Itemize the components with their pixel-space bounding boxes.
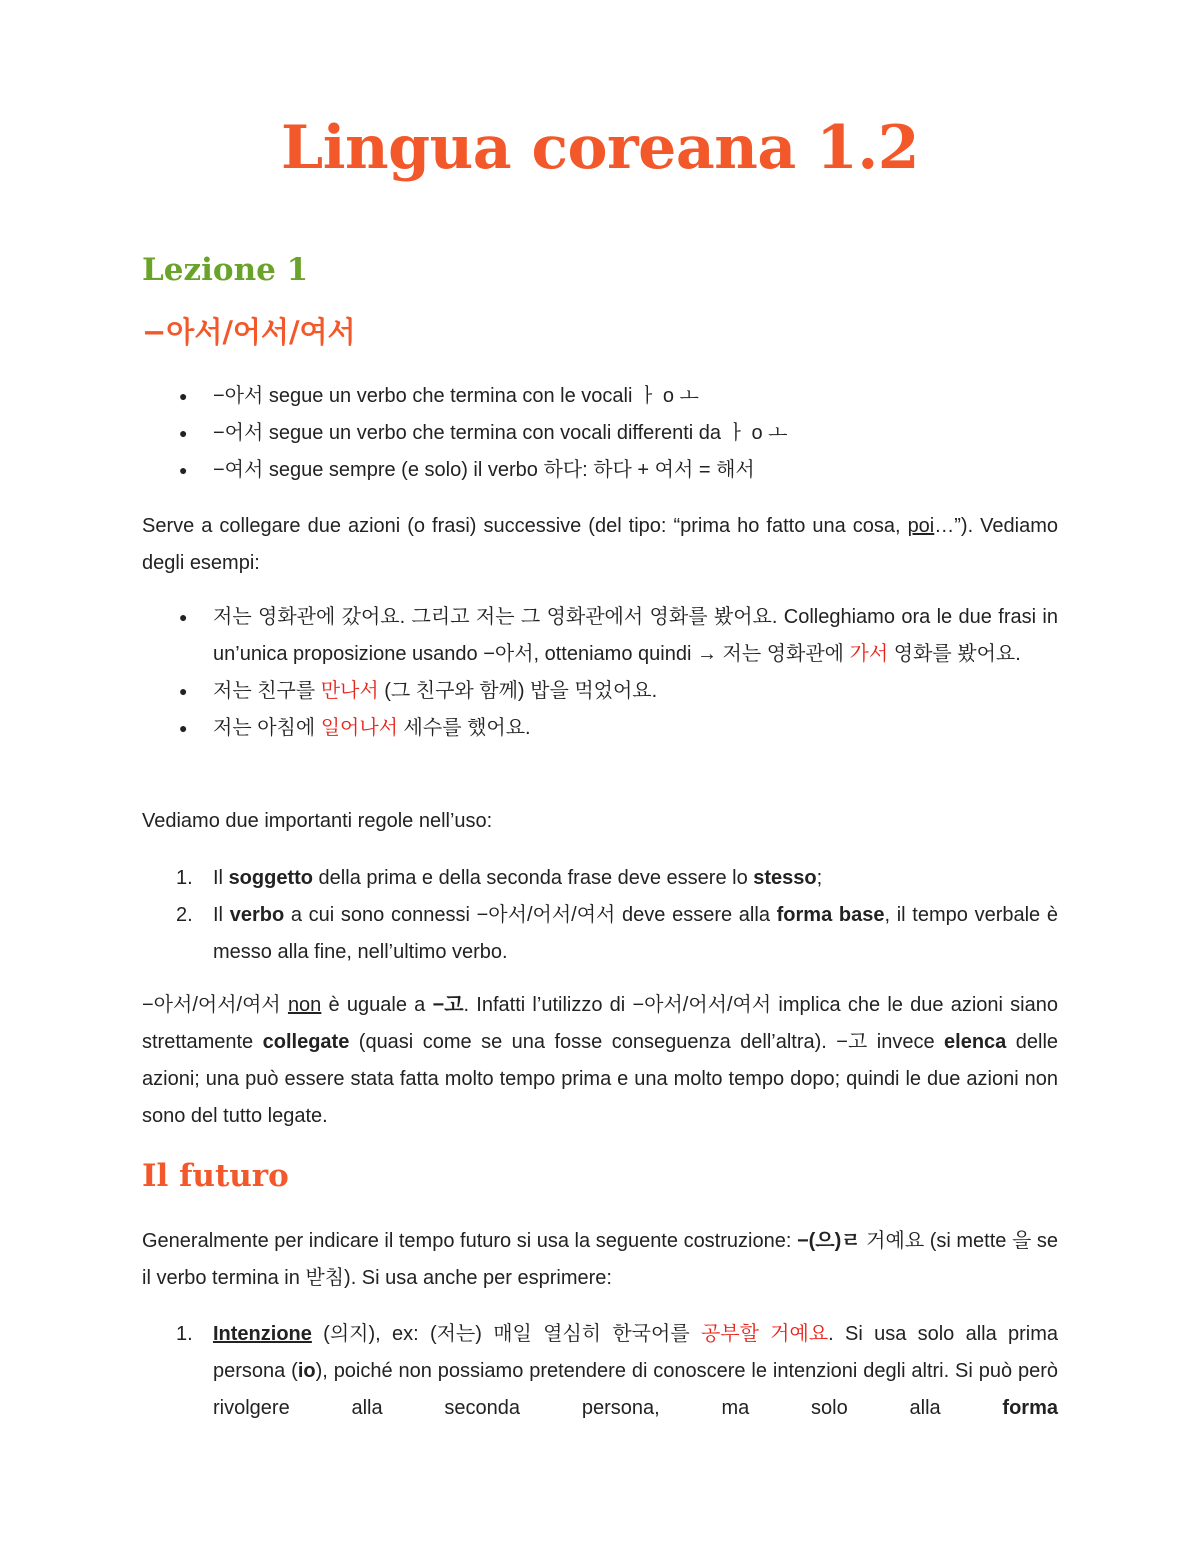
example-text: 저는 친구를: [213, 680, 321, 702]
compare-text: delle azioni; una può essere stata fatta molto tempo prima e una molto tempo dopo; quindi le due azioni non sono del tutto legate.: [142, 1031, 1059, 1127]
rule-text: ;: [816, 867, 823, 889]
grammar-subheading-block: [142, 312, 1058, 352]
rule-text: Il: [213, 904, 230, 926]
rule-prefix: −아서: [213, 385, 264, 407]
future-intro-text: Generalmente per indicare il tempo futuro si usa la seguente costruzione:: [142, 1230, 797, 1252]
intro-paragraph: [142, 508, 1058, 582]
rule-prefix: −어서: [213, 422, 264, 444]
rule-bold: stesso: [753, 867, 817, 889]
rule-text: , il tempo verbale è messo alla fine, nell’ultimo verbo.: [213, 904, 1058, 963]
rules-intro: Vediamo due importanti regole nell’uso:: [142, 810, 493, 832]
page-title: Lingua coreana 1.2: [281, 113, 919, 183]
intro-underlined: poi: [907, 515, 935, 537]
examples-list-block: [142, 599, 1058, 747]
example-text: 저는 아침에: [213, 717, 321, 739]
rule-text: Il: [213, 867, 229, 889]
list-item: [142, 452, 1058, 489]
intro-text-end: …”). Vediamo degli esempi:: [142, 515, 1058, 574]
example-highlight: 가서: [849, 643, 889, 665]
list-number: 2.: [176, 904, 193, 926]
example-highlight: 일어나서: [320, 717, 398, 739]
rule-text: a cui sono connessi −아서/어서/여서 deve essere alla: [284, 904, 777, 926]
rules-intro-block: [142, 803, 1058, 840]
future-item-bold: io: [297, 1360, 316, 1382]
rule-bold: soggetto: [228, 867, 313, 889]
future-intro-block: [142, 1223, 1058, 1297]
future-intro-text: 거예요 (si mette 을 se il verbo termina in 받침). Si usa anche per esprimere:: [142, 1230, 1058, 1289]
future-list: [142, 1316, 1058, 1427]
list-item: [142, 860, 1058, 897]
list-item: [142, 378, 1058, 415]
numbered-rules: [142, 860, 1058, 971]
rules-list-block: [142, 378, 1058, 489]
future-item-text: (의지), ex: (저는) 매일 열심히 한국어를: [311, 1323, 701, 1345]
compare-underlined: non: [287, 994, 322, 1016]
rule-text: segue un verbo che termina con vocali differenti da ㅏ o ㅗ: [263, 422, 788, 444]
compare-text: (quasi come se una fosse conseguenza dell’altra). −고 invece: [349, 1031, 945, 1053]
rules-list: [142, 378, 1058, 489]
compare-paragraph-block: [142, 987, 1058, 1135]
example-text-end: (그 친구와 함께) 밥을 먹었어요.: [378, 680, 658, 702]
compare-bold: −고: [432, 994, 464, 1016]
rule-text: segue sempre (e solo) il verbo 하다: 하다 + 여서 = 해서: [263, 459, 755, 481]
rule-bold: verbo: [229, 904, 285, 926]
compare-text: . Infatti l’utilizzo di −아서/어서/여서 implica che le due azioni siano strettamente: [142, 994, 1058, 1053]
list-item: [142, 415, 1058, 452]
compare-text: è uguale a: [321, 994, 433, 1016]
future-intro: [142, 1223, 1058, 1297]
rule-bold: forma base: [776, 904, 885, 926]
list-item: [142, 897, 1058, 971]
rule-prefix: −여서: [213, 459, 264, 481]
example-highlight: 만나서: [320, 680, 379, 702]
list-item: [142, 673, 1058, 710]
compare-text: −아서/어서/여서: [142, 994, 288, 1016]
list-item: [142, 710, 1058, 747]
lesson-heading: Lezione 1: [142, 252, 309, 288]
intro-text: Serve a collegare due azioni (o frasi) successive (del tipo: “prima ho fatto una cosa,: [142, 515, 901, 537]
future-item-highlight: 공부할 거예요: [700, 1323, 829, 1345]
rule-text: segue un verbo che termina con le vocali ㅏ o ㅗ: [263, 385, 699, 407]
examples-list: [142, 599, 1058, 747]
future-heading: Il futuro: [142, 1158, 289, 1194]
example-text-end: 영화를 봤어요.: [888, 643, 1021, 665]
list-number: 1.: [176, 867, 193, 889]
future-list-block: [142, 1316, 1058, 1427]
lesson-1-section: [142, 250, 1058, 290]
example-text: 저는 영화관에 갔어요. 그리고 저는 그 영화관에서 영화를 봤어요. Colleghiamo ora le due frasi in un’unica proposizione usando −아서, otteniamo quindi → 저는 영화관에: [213, 606, 1058, 665]
list-item: [142, 1316, 1058, 1427]
example-text-end: 세수를 했어요.: [398, 717, 531, 739]
intro-paragraph-block: [142, 508, 1058, 582]
rule-text: della prima e della seconda frase deve essere lo: [313, 867, 754, 889]
compare-bold: collegate: [262, 1031, 350, 1053]
future-item-bold: forma: [1002, 1397, 1058, 1419]
list-item: [142, 599, 1058, 673]
future-item-text: . Si usa solo alla prima persona (: [213, 1323, 1059, 1382]
compare-bold: elenca: [944, 1031, 1007, 1053]
numbered-rules-block: [142, 860, 1058, 971]
list-number: 1.: [176, 1323, 193, 1345]
future-item-bold: Intenzione: [213, 1323, 312, 1345]
grammar-subheading: −아서/어서/여서: [142, 315, 356, 349]
future-item-text: ), poiché non possiamo pretendere di conoscere le intenzioni degli altri. Si può però rivolgere alla seconda persona, ma solo alla: [213, 1360, 1058, 1419]
compare-paragraph: [142, 987, 1058, 1135]
future-section: [142, 1156, 1058, 1196]
future-intro-bold: −(으)ㄹ: [796, 1230, 861, 1252]
